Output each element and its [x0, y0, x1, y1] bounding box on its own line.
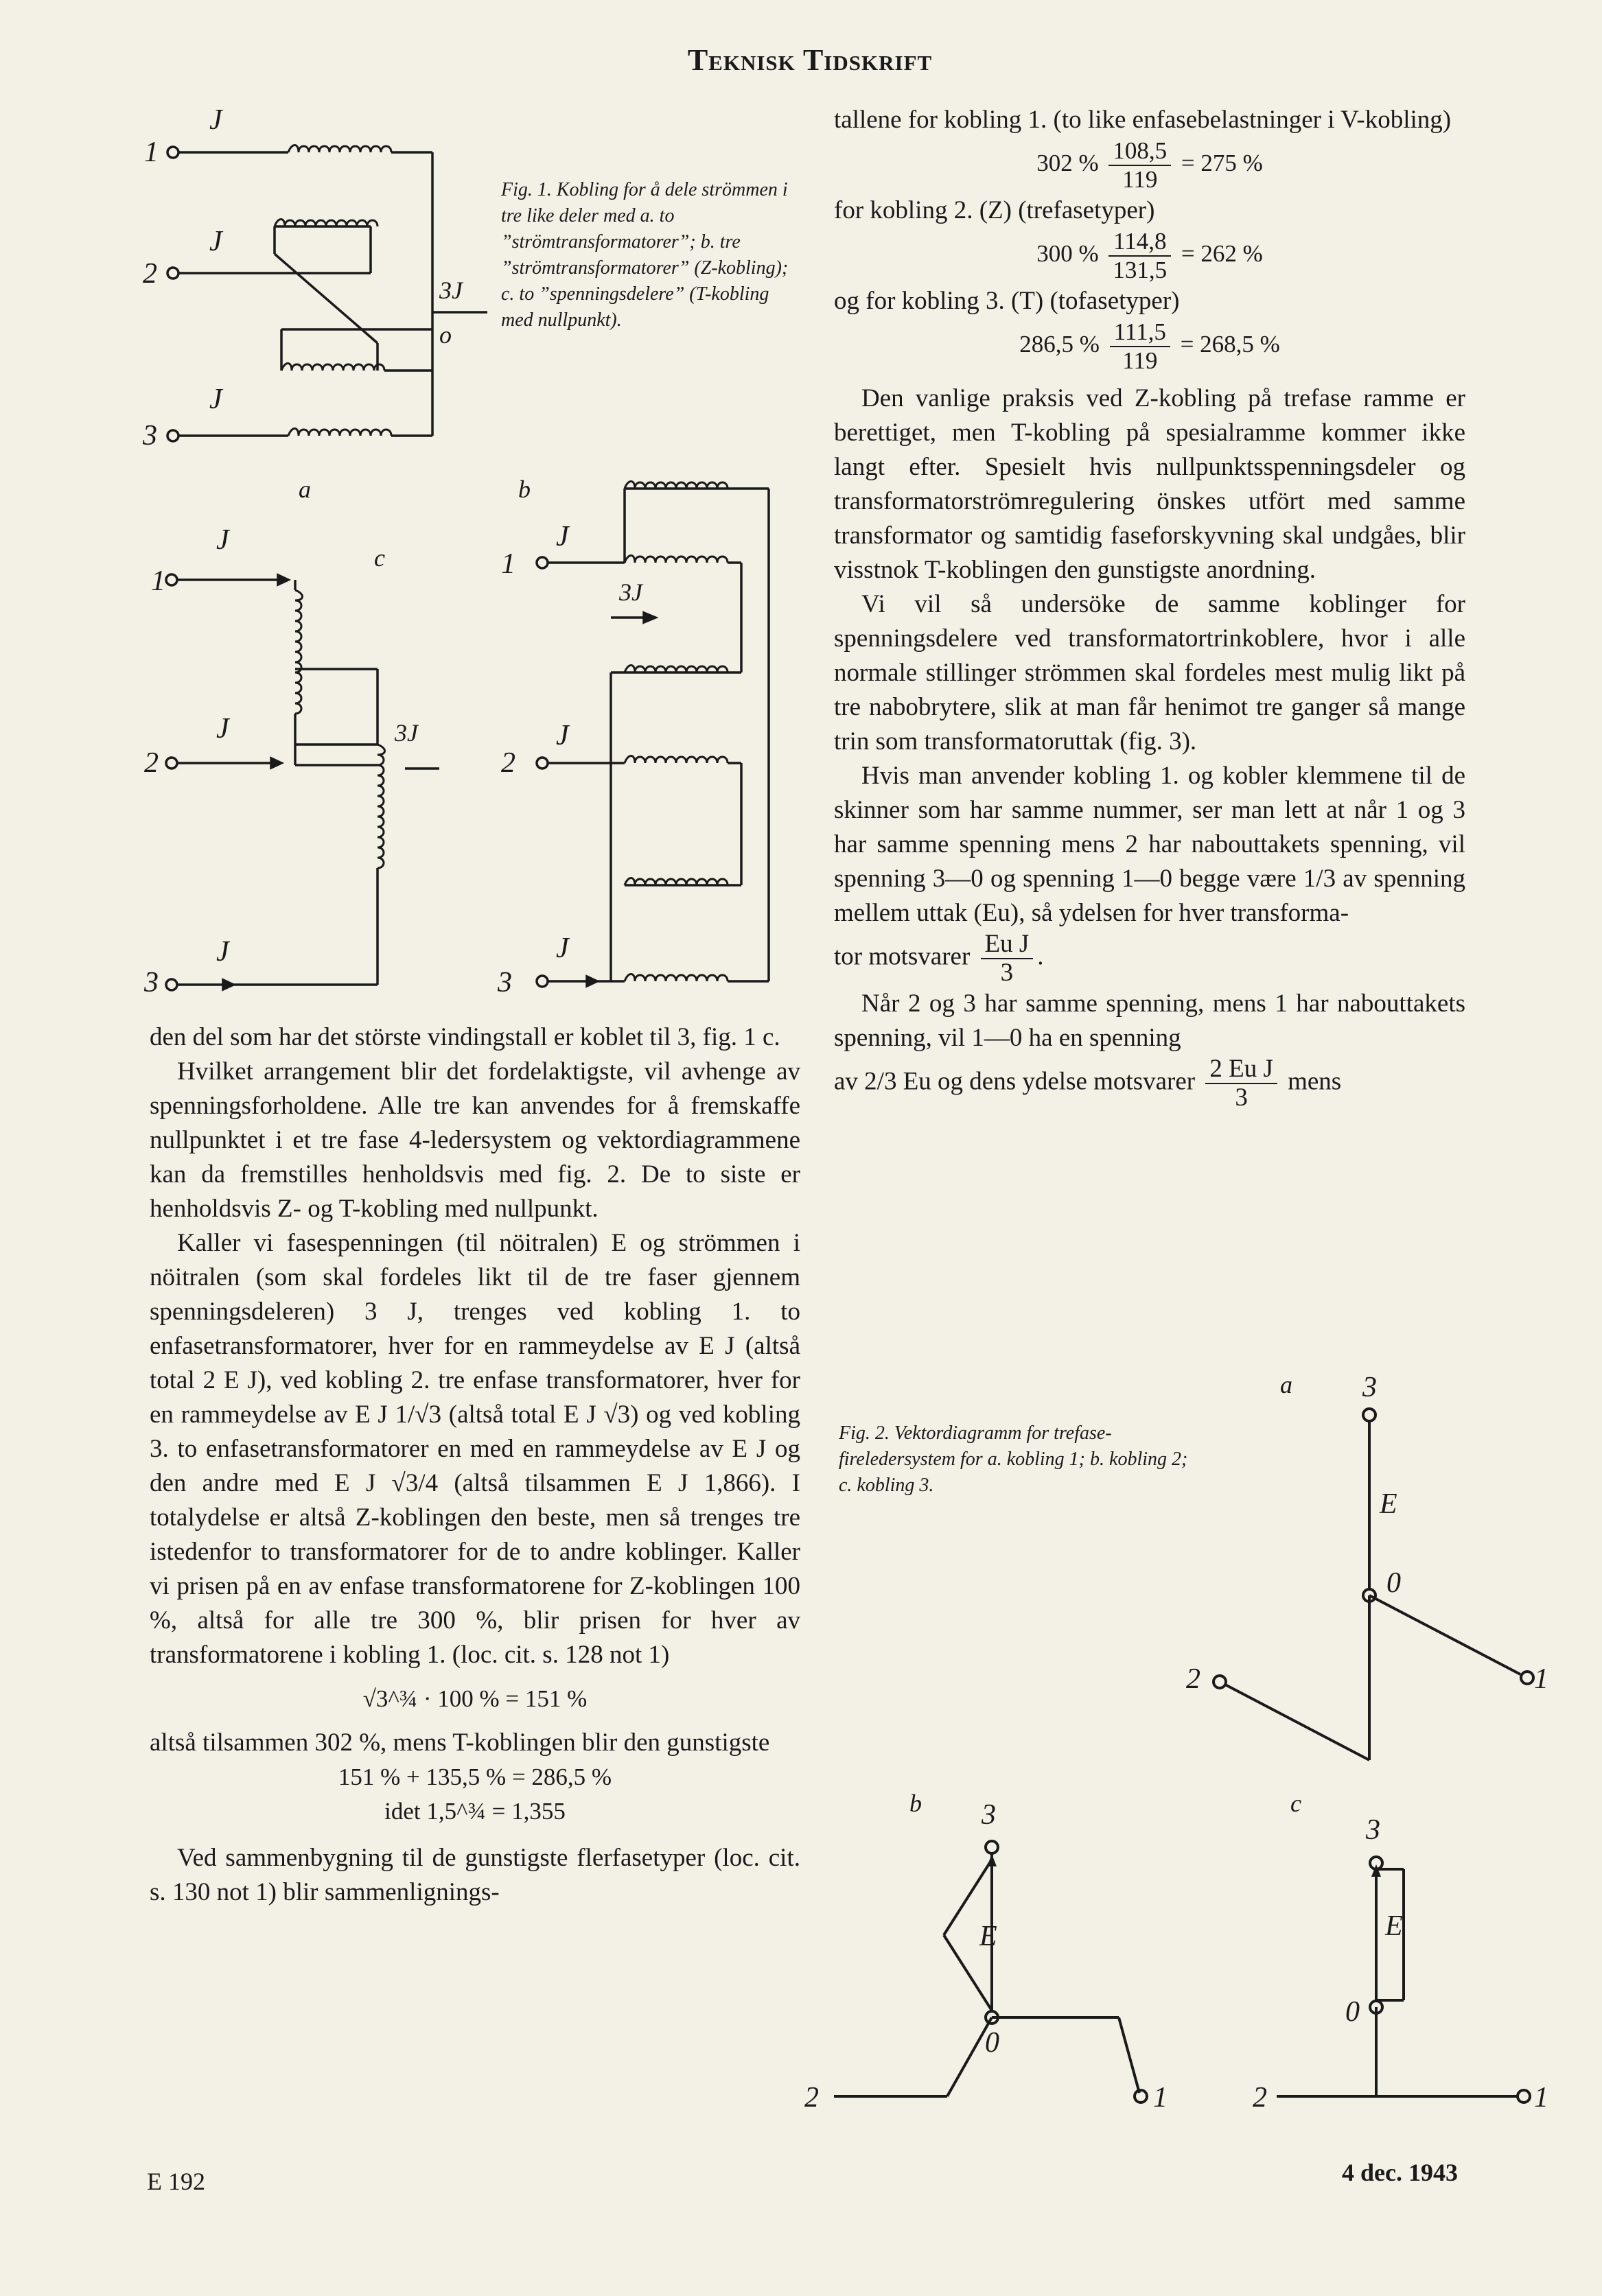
label-J: J: [556, 720, 569, 751]
right-paragraph-2: for kobling 2. (Z) (trefasetyper): [834, 196, 1155, 224]
label-1: 1: [151, 565, 165, 597]
label-1: 1: [144, 137, 159, 168]
label-3: 3: [498, 967, 512, 998]
label-0: 0: [985, 2027, 999, 2059]
label-J: J: [209, 226, 222, 257]
right-paragraph-4: Den vanlige praksis ved Z-kobling på trefase ramme er berettiget, men T-kobling på spesialramme kommer ikke langt efter. Spesielt hvis nullpunktsspenningsdeler og transformatorströmregulering önskes utfört med samme transformator og samtidig faseforskyvning skal undgåes, blir visstnok T-koblingen den gunstigste anordning.: [834, 384, 1465, 584]
label-0: 0: [1386, 1567, 1401, 1599]
terminal-2-a: [167, 268, 178, 279]
label-b: b: [909, 1790, 922, 1817]
page-number: E 192: [147, 2168, 205, 2195]
journal-header: Teknisk Tidskrift: [687, 43, 933, 77]
left-paragraph-5: Ved sammenbygning til de gunstigste flerfasetyper (loc. cit. s. 130 not 1) blir sammenlignings-: [150, 1844, 800, 1906]
left-column: [150, 1020, 800, 1910]
label-3J: 3J: [439, 277, 463, 304]
label-J: J: [556, 933, 569, 964]
label-J: J: [209, 104, 222, 136]
label-2: 2: [1186, 1663, 1200, 1695]
label-3J: 3J: [395, 719, 418, 747]
label-1: 1: [501, 548, 515, 580]
label-1: 1: [1534, 1663, 1548, 1695]
formula-151: √3^¾ · 100 % = 151 %: [362, 1685, 588, 1712]
figure-2-caption: Fig. 2. Vektordiagramm for trefase-fireledersystem for a. kobling 1; b. kobling 2; c. kobling 3.: [839, 1422, 1188, 1496]
left-paragraph-3: Kaller vi fasespenningen (til nöitralen) E og strömmen i nöitralen (som skal fordeles likt til de tre faser gjennem spenningsdeleren) 3 J, trenges ved kobling 1. to enfasetransformatorer, hver for en rammeydelse av E J (altså total 2 E J), ved kobling 2. tre enfase transformatorer, hver for en rammeydelse av E J 1/√3 (altså total E J √3) og ved kobling 3. to enfasetransformatorer en med en rammeydelse av E J og den andre med E J √3/4 (altså tilsammen E J 1,866). I totalydelse er altså Z-koblingen den beste, men så trenges tre istedenfor to transformatorer for de to andre koblinger. Kaller vi prisen på en av enfase transformatorene for Z-koblingen 100 %, altså for alle tre 300 %, blir prisen for hver av transformatorene i kobling 1. (loc. cit. s. 128 not 1): [150, 1229, 800, 1669]
label-2: 2: [1253, 2082, 1267, 2113]
label-2: 2: [501, 747, 515, 779]
left-paragraph-1: den del som har det störste vindingstall er koblet til 3, fig. 1 c.: [150, 1023, 780, 1051]
label-0: 0: [1345, 1996, 1360, 2028]
right-paragraph-8: Når 2 og 3 har samme spenning, mens 1 har nabouttakets spenning, vil 1—0 ha en spenning: [834, 989, 1465, 1052]
label-E: E: [1385, 1910, 1403, 1942]
terminal-2-c: [166, 758, 177, 769]
label-E: E: [1380, 1488, 1397, 1520]
right-column: [834, 103, 1465, 1112]
label-a: a: [299, 476, 311, 503]
figure-2-diagram: [789, 1366, 1548, 2141]
label-3: 3: [1366, 1814, 1380, 1846]
formula-286: 151 % + 135,5 % = 286,5 %: [338, 1764, 612, 1790]
label-J: J: [216, 713, 229, 745]
label-1: 1: [1534, 2082, 1548, 2113]
issue-date: 4 dec. 1943: [1342, 2159, 1458, 2186]
terminal-3-a: [167, 430, 178, 441]
label-J: J: [216, 936, 229, 968]
terminal-3-b: [537, 976, 548, 987]
terminal-2-b: [537, 758, 548, 769]
formula-kobling-1: 302 % $\frac{108,5}{119}$ = 275 %: [1036, 137, 1263, 193]
label-b: b: [518, 476, 531, 503]
label-o: o: [439, 321, 452, 349]
label-J: J: [209, 384, 222, 415]
label-J: J: [216, 524, 229, 556]
right-paragraph-6: Hvis man anvender kobling 1. og kobler klemmene til de skinner som har samme nummer, ser man lett at når 1 og 3 har samme spenning mens 2 har nabouttakets spenning, vil spenning 3—0 og spenning 1—0 begge være 1/3 av spenning mellem uttak (Eu), så ydelsen for hver transforma-: [834, 762, 1465, 927]
label-E: E: [979, 1921, 997, 1952]
right-paragraph-3: og for kobling 3. (T) (tofasetyper): [834, 287, 1180, 315]
terminal-1-c: [166, 574, 177, 585]
label-a: a: [1280, 1371, 1292, 1398]
terminal-1-a: [167, 147, 178, 158]
label-1: 1: [1153, 2082, 1168, 2113]
label-3: 3: [144, 967, 159, 998]
left-paragraph-2: Hvilket arrangement blir det fordelaktigste, vil avhenge av spenningsforholdene. Alle tre kan anvendes for å fremskaffe nullpunktet i et tre fase 4-ledersystem og vektordiagrammene kan da fremstilles henholdsvis med fig. 2. De to siste er henholdsvis Z- og T-kobling med nullpunkt.: [150, 1057, 800, 1223]
label-2: 2: [143, 258, 157, 290]
label-J: J: [556, 521, 569, 552]
right-paragraph-5: Vi vil så undersöke de samme koblinger for spenningsdelere ved transformatortrinkoblere, hvor i alle normale stillinger strömmen skal fordeles mest mulig likt på tre nabobrytere, slik at man får henimot tre ganger så mange trin som transformatoruttak (fig. 3).: [834, 590, 1465, 755]
right-paragraph-7: tor motsvarer $\frac{\text{Eu J}}{3}$ .: [834, 930, 1044, 987]
formula-1355: idet 1,5^¾ = 1,355: [384, 1798, 566, 1825]
label-c: c: [1290, 1790, 1301, 1817]
label-2: 2: [144, 747, 159, 779]
label-3: 3: [143, 420, 157, 452]
left-paragraph-4: altså tilsammen 302 %, mens T-koblingen blir den gunstigste: [150, 1729, 770, 1757]
right-paragraph-9: av 2/3 Eu og dens ydelse motsvarer $\frac{\text{2 Eu J}}{3}$ mens: [834, 1055, 1342, 1112]
right-paragraph-1: tallene for kobling 1. (to like enfasebelastninger i V-kobling): [834, 106, 1452, 134]
label-2: 2: [804, 2082, 819, 2113]
formula-kobling-3: 286,5 % $\frac{111,5}{119}$ = 268,5 %: [1019, 318, 1280, 374]
label-3J: 3J: [619, 578, 642, 606]
figure-1-caption: Fig. 1. Kobling for å dele strömmen i tre like deler med a. to ”strömtransformatorer”; b. tre ”strömtransformatorer” (Z-kobling); c. to ”spenningsdelere” (T-kobling med nullpunkt).: [501, 179, 789, 331]
label-3: 3: [1362, 1372, 1377, 1403]
terminal-3-c: [166, 979, 177, 990]
terminal-1-b: [537, 557, 548, 568]
label-3: 3: [982, 1799, 996, 1831]
label-c: c: [374, 544, 385, 572]
formula-kobling-2: 300 % $\frac{114,8}{131,5}$ = 262 %: [1036, 228, 1263, 283]
